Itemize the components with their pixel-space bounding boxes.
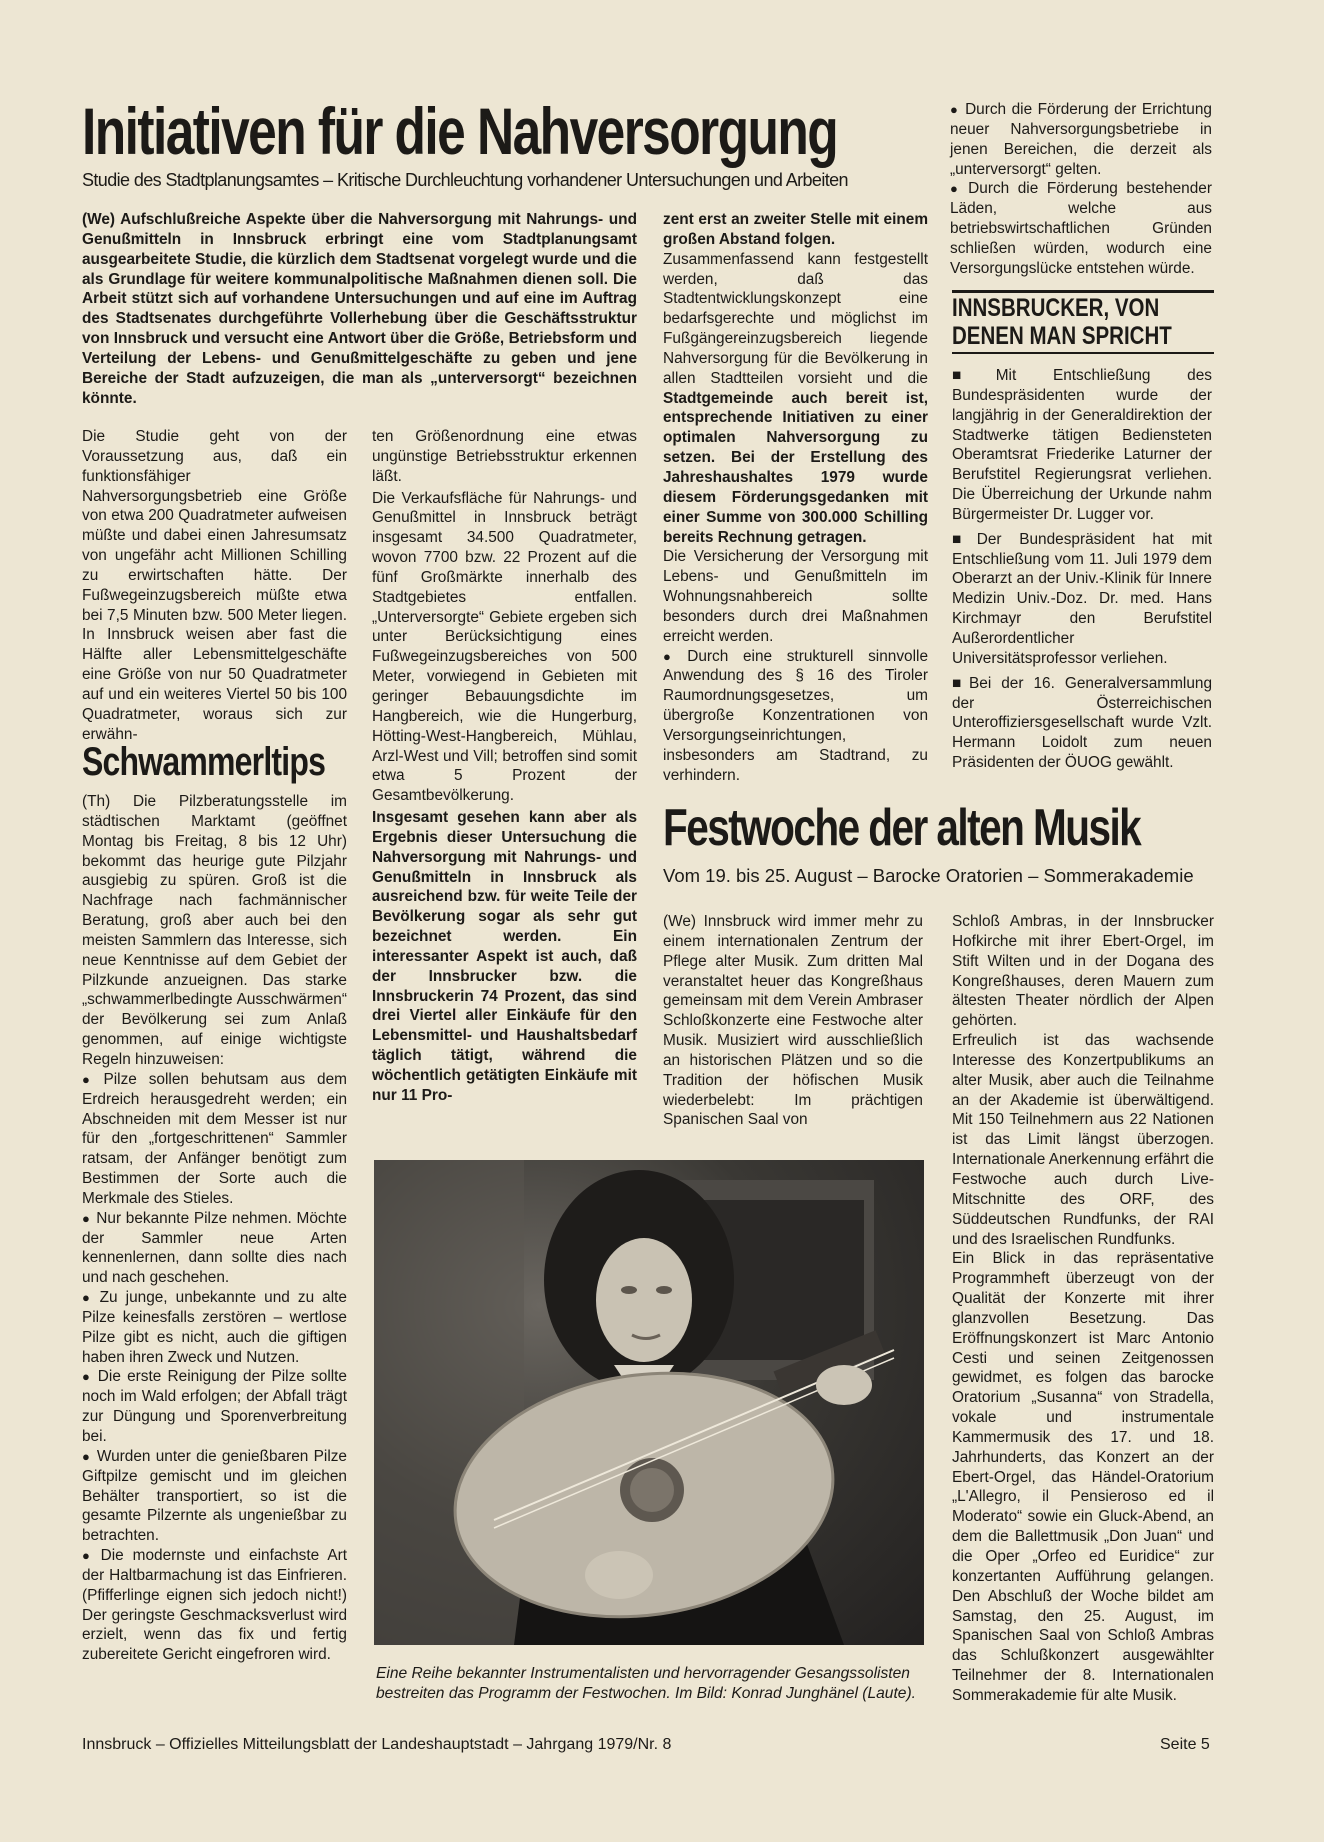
mushroom-tip: ● Die erste Reinigung der Pilze sollte noch im Wald erfolgen; der Abfall trägt zur Düngung und Sporenverbreitung bei. xyxy=(82,1367,347,1446)
lute-player-illustration xyxy=(374,1160,924,1645)
people-item-2: ■ Der Bundespräsident hat mit Entschließung vom 11. Juli 1979 dem Oberarzt an der Univ.-Klinik für Innere Medizin Univ.-Doz. Dr. med. Hans Kirchmayr den Berufstitel Außerordentlicher Universitätsprofessor verliehen. xyxy=(952,530,1212,669)
main-col3-p2: Zusammenfassend kann festgestellt werden, daß das Stadtentwicklungskonzept eine bedarfsgerechte und möglichst im Fußgängereinzugsbereich liegende Nahversorgung für die Bevölkerung in allen Stadtteilen vorsieht und die Stadtgemeinde auch bereit ist, entsprechende Initiativen zu einer optimalen Nahversorgung zu setzen. Bei der Erstellung des Jahreshaushaltes 1979 wurde diesem Förderungsgedanken mit einer Summe von 300.000 Schilling bereits Rechnung getragen. xyxy=(663,250,928,546)
music-headline: Festwoche der alten Musik xyxy=(663,799,1141,857)
footer-publication: Innsbruck – Offizielles Mitteilungsblatt der Landeshauptstadt – Jahrgang 1979/Nr. 8 xyxy=(82,1736,672,1753)
people-item-3: ■ Bei der 16. Generalversammlung der Österreichischen Unteroffiziersgesellschaft wurde Vzlt. Hermann Loidolt zum neuen Präsidenten der ÖUOG gewählt. xyxy=(952,674,1212,773)
mushroom-intro: (Th) Die Pilzberatungsstelle im städtischen Marktamt (geöffnet Montag bis Freitag, 8 bis 12 Uhr) bekommt das heurige gute Pilzjahr ausgiebig zu spüren. Groß ist die Nachfrage nach fachmännischer Beratung, groß aber auch bei den meisten Sammlern das Interesse, sich neue Kenntnisse auf dem Gebiet der Pilzkunde anzueignen. Das starke „schwammerlbedingte Ausschwärmen“ der Bevölkerung sei zum Anlaß genommen, auf einige wichtigste Regeln hinzuweisen: xyxy=(82,793,347,1068)
mushroom-tip: ● Zu junge, unbekannte und zu alte Pilze keinesfalls zerstören – wertlose Pilze gibt es nicht, auch die giftigen haben ihren Zweck und Nutzen. xyxy=(82,1288,347,1367)
music-subheadline: Vom 19. bis 25. August – Barocke Oratorien – Sommerakademie xyxy=(663,865,1194,886)
main-col3-bullet1: ● Durch eine strukturell sinnvolle Anwendung des § 16 des Tiroler Raumordnungsgesetzes, um übergroße Konzentrationen von Versorgungseinrichtungen, insbesonders am Stadtrand, zu verhindern. xyxy=(663,647,928,786)
music-col2-p1: Schloß Ambras, in der Innsbrucker Hofkirche mit ihrer Ebert-Orgel, im Stift Wilten und in der Dogana des Kongreßhauses, deren Mauern zum ältesten Theater nördlich der Alpen gehörten. xyxy=(952,913,1214,1030)
mushroom-headline: Schwammerltips xyxy=(82,740,326,784)
main-bullet3: ● Durch die Förderung bestehender Läden, welche aus betriebswirtschaftlichen Gründen schließen würden, wodurch eine Versorgungslücke entstehen würde. xyxy=(950,179,1212,278)
main-headline: Initiativen für die Nahversorgung xyxy=(82,94,838,168)
footer-page-number: Seite 5 xyxy=(1160,1736,1210,1753)
main-col2-p3: Insgesamt gesehen kann aber als Ergebnis dieser Untersuchung die Nahversorgung mit Nahrungs- und Genußmitteln in Innsbruck als ausreichend bzw. für weite Teile der Bevölkerung sogar als sehr gut bezeichnet werden. Ein interessanter Aspekt ist auch, daß der Innsbrucker bzw. die Innsbruckerin 74 Prozent, das sind drei Viertel aller Einkäufe für den Lebensmittel- und Haushaltsbedarf täglich tätigt, während die wöchentlich getätigten Einkäufe mit nur 11 Pro- xyxy=(372,809,637,1104)
music-col2 xyxy=(952,912,1214,1706)
people-headline: INNSBRUCKER, VON DENEN MAN SPRICHT xyxy=(952,294,1172,350)
mushroom-body xyxy=(82,792,347,1665)
music-col1: (We) Innsbruck wird immer mehr zu einem internationalen Zentrum der Pflege alter Musik. Zum dritten Mal veranstaltet heuer das Kongreßhaus gemeinsam mit dem Verein Ambraser Schloßkonzerte eine Festwoche alter Musik. Musiziert wird ausschließlich an historischen Plätzen und so die Tradition der höfischen Musik wiederbelebt: Im prächtigen Spanischen Saal von xyxy=(663,913,923,1129)
people-top-rule xyxy=(952,290,1214,293)
lute-player-photo xyxy=(374,1160,924,1645)
right-col-bullets xyxy=(950,100,1212,279)
main-lead: (We) Aufschlußreiche Aspekte über die Nahversorgung mit Nahrungs- und Genußmitteln in Innsbruck erbringt eine vom Stadtplanungsamt ausgearbeitete Studie, die kürzlich dem Stadtsenat vorgelegt wurde und die als Grundlage für weitere kommunalpolitische Maßnahmen dienen soll. Die Arbeit stützt sich auf vorhandene Untersuchungen und auf eine im Auftrag des Stadtsenates durchgeführte Vollerhebung über die Geschäftsstruktur von Innsbruck und versucht eine Antwort über die Größe, Betriebsform und Verteilung der Lebens- und Genußmittelgeschäfte zu geben und jene Bereiche der Stadt aufzuzeigen, die man als „unterversorgt“ bezeichnen könnte. xyxy=(82,211,637,407)
main-col3 xyxy=(663,210,928,785)
people-bottom-rule xyxy=(952,352,1214,354)
people-items xyxy=(952,366,1212,773)
main-bullet2: ● Durch die Förderung der Errichtung neuer Nahversorgungsbetriebe in jenen Bereichen, die derzeit als „unterversorgt“ gelten. xyxy=(950,100,1212,179)
mushroom-tip: ● Pilze sollen behutsam aus dem Erdreich herausgedreht werden; ein Abschneiden mit dem Messer ist nur für den „fortgeschrittenen“ Sammler ratsam, der Anfänger benötigt zum Bestimmen der Sorte auch die Merkmale des Stieles. xyxy=(82,1070,347,1209)
music-col2-p3: Ein Blick in das repräsentative Programmheft überzeugt von der Qualität der Konzerte mit ihrer glanzvollen Besetzung. Das Eröffnungskonzert ist Marc Antonio Cesti und seinen Zeitgenossen gewidmet, es folgen das barocke Oratorium „Susanna“ von Stradella, vokale und instrumentale Kammermusik des 17. und 18. Jahrhunderts, das Konzert an der Ebert-Orgel, das Händel-Oratorium „L'Allegro, il Pensieroso ed il Moderato“ sowie ein Gluck-Abend, an dem die Ballettmusik „Don Juan“ und die Oper „Orfeo ed Euridice“ zur konzertanten Aufführung gelangen. Den Abschluß der Woche bildet am Samstag, den 25. August, im Spanischen Saal von Schloß Ambras das Schlußkonzert ausgewählter Teilnehmer der 8. Internationalen Sommerakademie für alte Musik. xyxy=(952,1250,1214,1704)
mushroom-tip: ● Wurden unter die genießbaren Pilze Giftpilze gemischt und im gleichen Behälter transportiert, so ist die gesamte Pilzernte als ungenießbar zu betrachten. xyxy=(82,1447,347,1546)
music-col2-p2: Erfreulich ist das wachsende Interesse des Konzertpublikums an alter Musik, aber auch die Teilnahme an der Akademie ist überwältigend. Mit 150 Teilnehmern aus 22 Nationen ist das Limit längst überzogen. Internationale Anerkennung erfährt die Festwoche auch durch Live-Mitschnitte des ORF, des Süddeutschen Rundfunks, der RAI und des Israelischen Rundfunks. xyxy=(952,1032,1214,1248)
main-col1: Die Studie geht von der Voraussetzung aus, daß ein funktionsfähiger Nahversorgungsbetrieb eine Größe von etwa 200 Quadratmeter aufweisen müßte und dabei einen Jahresumsatz von ungefähr acht Millionen Schilling zu erwirtschaften hätte. Der Fußwegeinzugsbereich müßte etwa bei 7,5 Minuten bzw. 500 Meter liegen. In Innsbruck weisen aber fast die Hälfte aller Lebensmittelgeschäfte eine Größe von nur 50 Quadratmeter auf und ein weiteres Viertel 50 bis 100 Quadratmeter, woraus sich zur erwähn- xyxy=(82,428,347,743)
main-col3-p3: Die Versicherung der Versorgung mit Lebens- und Genußmitteln im Wohnungsnahbereich sollte besonders durch drei Maßnahmen erreicht werden. xyxy=(663,548,928,645)
main-col2 xyxy=(372,427,637,1106)
mushroom-tip: ● Die modernste und einfachste Art der Haltbarmachung ist das Einfrieren. (Pfifferlinge eignen sich jedoch nicht!) Der geringste Geschmacksverlust wird erzielt, wenn das fix und fertig zubereitete Gericht eingefroren wird. xyxy=(82,1546,347,1665)
main-subheadline: Studie des Stadtplanungsamtes – Kritische Durchleuchtung vorhandener Untersuchungen und Arbeiten xyxy=(82,170,848,190)
photo-caption: Eine Reihe bekannter Instrumentalisten und hervorragender Gesangssolisten bestreiten das Programm der Festwochen. Im Bild: Konrad Junghänel (Laute). xyxy=(376,1665,916,1702)
main-col3-p1: zent erst an zweiter Stelle mit einem großen Abstand folgen. xyxy=(663,211,928,248)
mushroom-tip: ● Nur bekannte Pilze nehmen. Möchte der Sammler neue Arten kennenlernen, dann sollte dies nach und nach geschehen. xyxy=(82,1209,347,1288)
main-col2-p2: Die Verkaufsfläche für Nahrungs- und Genußmittel in Innsbruck beträgt insgesamt 34.500 Quadratmeter, wovon 7700 bzw. 22 Prozent auf die fünf Großmärkte innerhalb des Stadtgebietes entfallen. „Unterversorgte“ Gebiete ergeben sich unter Berücksichtigung eines Fußwegeinzugsbereiches von 500 Meter, vorwiegend in Gebieten mit geringer Bebauungsdichte im Hangbereich, wie die Hungerburg, Hötting-West-Hangbereich, Mühlau, Arzl-West und Vill; betroffen sind somit etwa 5 Prozent der Gesamtbevölkerung. xyxy=(372,489,637,805)
main-col2-p1: ten Größenordnung eine etwas ungünstige Betriebsstruktur erkennen läßt. xyxy=(372,428,637,485)
people-item-1: ■ Mit Entschließung des Bundespräsidenten wurde der langjährig in der Generaldirektion der Stadtwerke tätigen Bediensteten Oberamtsrat Friederike Laturner der Berufstitel Regierungsrat verliehen. Die Überreichung der Urkunde nahm Bürgermeister Dr. Lugger vor. xyxy=(952,366,1212,525)
